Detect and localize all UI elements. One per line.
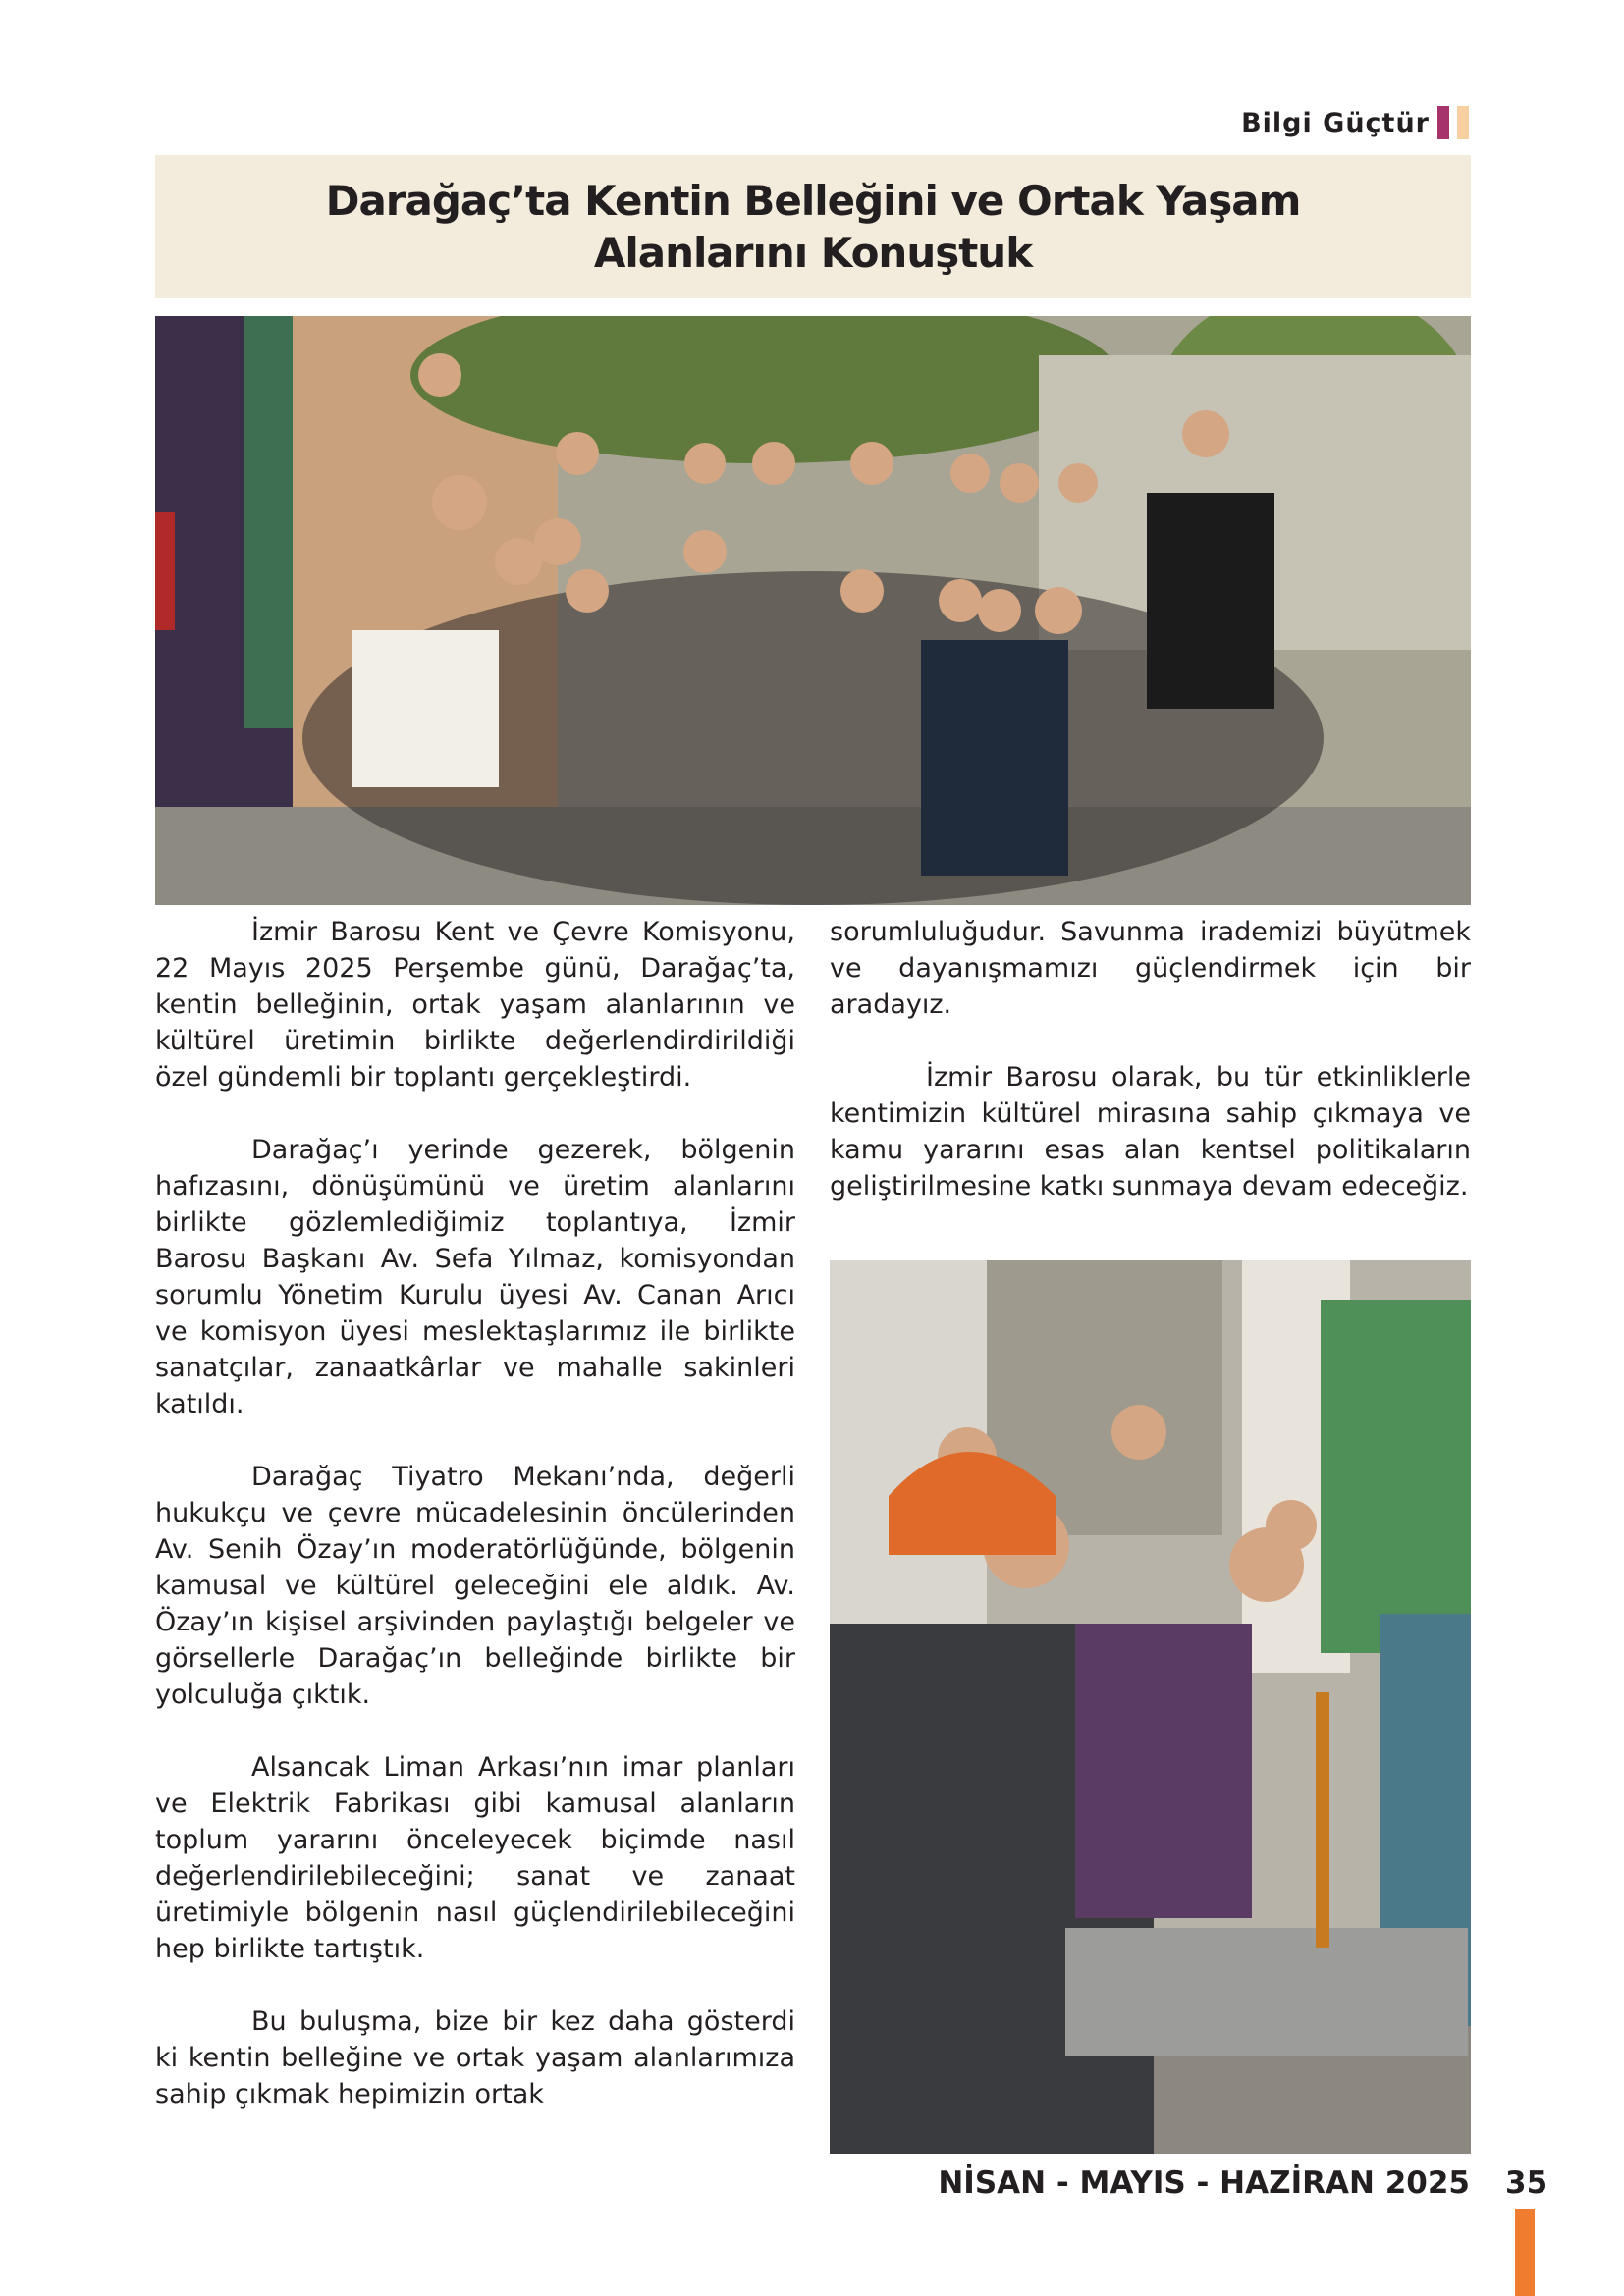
section-tag: [1241, 106, 1469, 139]
accent-bar-orange: [1457, 106, 1469, 139]
page-number: 35: [1505, 2165, 1548, 2201]
conversation-photo: [830, 1260, 1471, 2154]
group-photo-illustration: [155, 316, 1471, 905]
article-title: Darağaç’ta Kentin Belleğini ve Ortak Yaşam Alanlarını Konuştuk: [325, 177, 1301, 277]
issue-date: NİSAN - MAYIS - HAZİRAN 2025: [938, 2165, 1470, 2201]
footer: [0, 2165, 1624, 2205]
paragraph-5: Bu buluşma, bize bir kez daha gösterdi ki kentin belleğine ve ortak yaşam alanlarımıza sahip çıkmak hepimizin ortak: [155, 2006, 795, 2109]
accent-bar-magenta: [1437, 106, 1449, 139]
paragraph-2: Darağaç’ı yerinde gezerek, bölgenin hafızasını, dönüşümünü ve üretim alanlarını birlikte gözlemlediğimiz toplantıya, İzmir Barosu Başkanı Av. Sefa Yılmaz, komisyondan sorumlu Yönetim Kurulu üyesi Av. Canan Arıcı ve komisyon üyesi meslektaşlarımız ile birlikte sanatçılar, zanaatkârlar ve mahalle sakinleri katıldı.: [155, 1135, 795, 1419]
paragraph-4: Alsancak Liman Arkası’nın imar planları ve Elektrik Fabrikası gibi kamusal alanların toplum yararını önceleyecek biçimde nasıl değerlendirilebileceğini; sanat ve zanaat üretimiyle bölgenin nasıl güçlendirilebileceğini hep birlikte tartıştık.: [155, 1752, 795, 1964]
footer-accent-bar: [1515, 2209, 1535, 2296]
section-label: Bilgi Güçtür: [1241, 107, 1430, 138]
left-column: [155, 914, 795, 2149]
paragraph-1: İzmir Barosu Kent ve Çevre Komisyonu, 22 Mayıs 2025 Perşembe günü, Darağaç’ta, kentin belleğinin, ortak yaşam alanlarının ve kültürel üretimin birlikte değerlendirdirildiği özel gündemli bir toplantı gerçekleştirdi.: [155, 917, 795, 1093]
paragraph-5-continued: sorumluluğudur. Savunma irademizi büyütmek ve dayanışmamızı güçlendirmek için bir aradayız.: [830, 917, 1471, 1020]
group-photo: [155, 316, 1471, 905]
paragraph-3: Darağaç Tiyatro Mekanı’nda, değerli hukukçu ve çevre mücadelesinin öncülerinden Av. Senih Özay’ın moderatörlüğünde, bölgenin kamusal ve kültürel geleceğini ele aldık. Av. Özay’ın kişisel arşivinden paylaştığı belgeler ve görsellerle Darağaç’ın belleğinde birlikte bir yolculuğa çıktık.: [155, 1462, 795, 1710]
title-banner: [155, 155, 1471, 298]
conversation-photo-illustration: [830, 1260, 1471, 2154]
right-column: [830, 914, 1471, 1241]
paragraph-6: İzmir Barosu olarak, bu tür etkinliklerle kentimizin kültürel mirasına sahip çıkmaya ve kamu yararını esas alan kentsel politikaların geliştirilmesine katkı sunmaya devam edeceğiz.: [830, 1062, 1471, 1201]
